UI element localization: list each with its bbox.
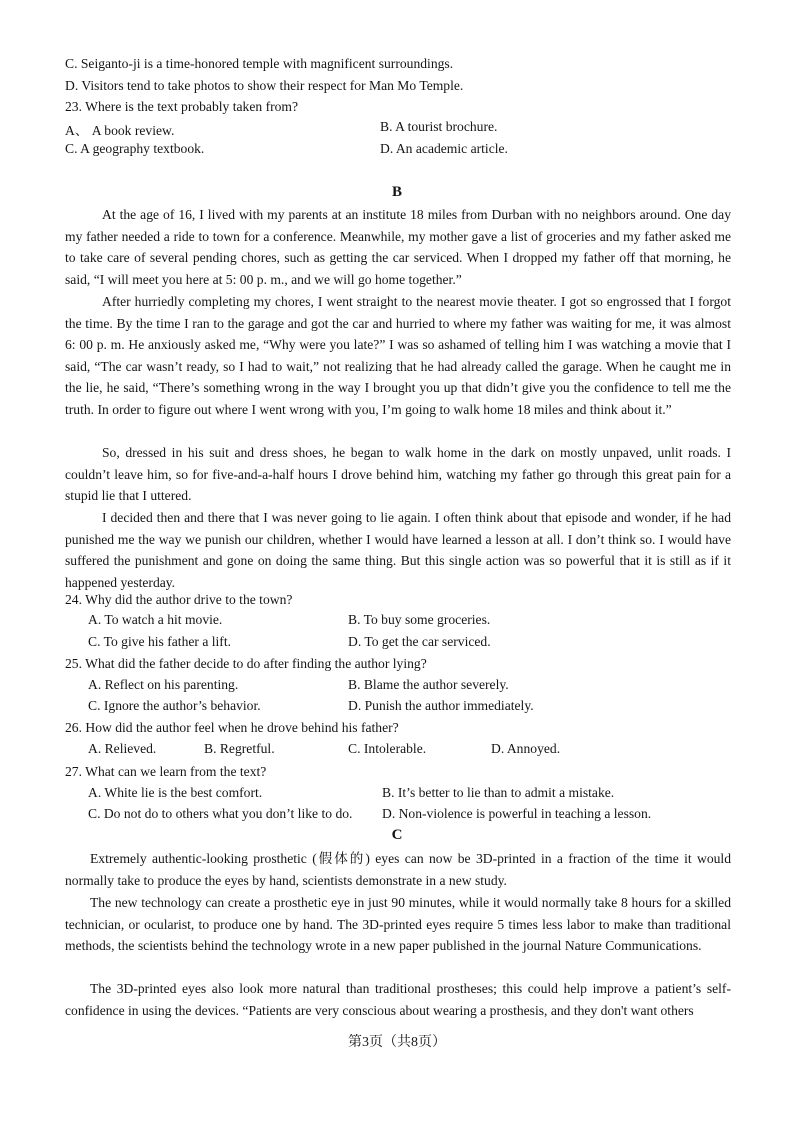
section-b-title: B [391, 184, 402, 200]
section-c-paragraph-2: The new technology can create a prosthetic eye in just 90 minutes, while it would normally take 8 hours for a skilled technician, or ocularist, to produce one by hand. The 3D-printed eyes require 5 times less labor to make than traditional methods, the scientists behind the technology wrote in a new paper published in the journal Nature Communications. [65, 895, 731, 953]
q24-stem: 24. Why did the author drive to the town? [65, 592, 293, 607]
q27-option-a: A. White lie is the best comfort. [88, 785, 263, 800]
q25-option-d: D. Punish the author immediately. [348, 698, 534, 713]
page-number: 第3页（共8页） [348, 1035, 446, 1050]
q24-option-c: C. To give his father a lift. [88, 634, 232, 649]
q25-option-a: A. Reflect on his parenting. [88, 677, 239, 692]
q22-option-d: D. Visitors tend to take photos to show their respect for Man Mo Temple. [65, 78, 464, 93]
section-c-title: C [391, 827, 403, 843]
q26-stem: 26. How did the author feel when he drove behind his father? [65, 720, 399, 735]
q25-stem: 25. What did the father decide to do after finding the author lying? [65, 656, 427, 671]
q27-option-b: B. It’s better to lie than to admit a mistake. [382, 785, 615, 800]
q26-option-d: D. Annoyed. [491, 741, 561, 756]
q24-option-a: A. To watch a hit movie. [88, 612, 223, 627]
section-b-paragraph-2: After hurriedly completing my chores, I went straight to the nearest movie theater. I got so engrossed that I forgot the time. By the time I ran to the garage and got the car and hurried to where my father was waiting for me, it was almost 6: 00 p. m. He anxiously asked me, “Why were you late?” I was so ashamed of telling him I was watching a movie that I said, “The car wasn’t ready, so I had to wait,” not realizing that he had already called the garage. When he caught me in the lie, he said, “There’s something wrong in the way I brought you up that didn’t give you the confidence to tell me the truth. In order to figure out where I went wrong with you, I’m going to walk home 18 miles and think about it.” [65, 294, 731, 417]
q27-option-d: D. Non-violence is powerful in teaching a lesson. [382, 806, 652, 821]
q23-option-a: A、 A book review. [65, 123, 175, 138]
q26-option-a: A. Relieved. [88, 741, 157, 756]
q23-option-b: B. A tourist brochure. [380, 119, 498, 134]
q22-option-c: C. Seiganto-ji is a time-honored temple with magnificent surroundings. [65, 56, 454, 71]
q23-option-d: D. An academic article. [380, 141, 508, 156]
section-b-paragraph-1: At the age of 16, I lived with my parents at an institute 18 miles from Durban with no neighbors around. One day my father needed a ride to town for a conference. Meanwhile, my mother gave a list of groceries and my father asked me to take care of several pending chores, such as getting the car serviced. When I dropped my father off that morning, he said, “I will meet you here at 5: 00 p. m., and we will go home together.” [65, 207, 731, 287]
q25-option-c: C. Ignore the author’s behavior. [88, 698, 261, 713]
q23-stem: 23. Where is the text probably taken from? [65, 99, 299, 114]
q25-option-b: B. Blame the author severely. [348, 677, 509, 692]
q27-option-c: C. Do not do to others what you don’t like to do. [88, 806, 353, 821]
q24-option-d: D. To get the car serviced. [348, 634, 491, 649]
q26-option-b: B. Regretful. [204, 741, 275, 756]
q27-stem: 27. What can we learn from the text? [65, 764, 267, 779]
q24-option-b: B. To buy some groceries. [348, 612, 491, 627]
section-c-paragraph-1: Extremely authentic-looking prosthetic (假体的) eyes can now be 3D-printed in a fraction of the time it would normally take to produce the eyes by hand, scientists demonstrate in a new study. [65, 851, 731, 888]
section-b-paragraph-3: So, dressed in his suit and dress shoes, he began to walk home in the dark on mostly unpaved, unlit roads. I couldn’t leave him, so for five-and-a-half hours I drove behind him, watching my father go through this great pain for a stupid lie that I uttered. [65, 445, 731, 503]
section-c-paragraph-3: The 3D-printed eyes also look more natural than traditional prostheses; this could help improve a patient’s self-confidence in using the devices. “Patients are very conscious about wearing a prosthesis, and they don't want others [65, 981, 731, 1018]
section-b-paragraph-4: I decided then and there that I was never going to lie again. I often think about that episode and wonder, if he had punished me the way we punish our children, whether I would have learned a lesson at all. I don’t think so. I would have suffered the punishment and gone on doing the same thing. But this single action was so powerful that it is still as if it happened yesterday. [65, 510, 731, 590]
q23-option-c: C. A geography textbook. [65, 141, 205, 156]
q26-option-c: C. Intolerable. [348, 741, 427, 756]
